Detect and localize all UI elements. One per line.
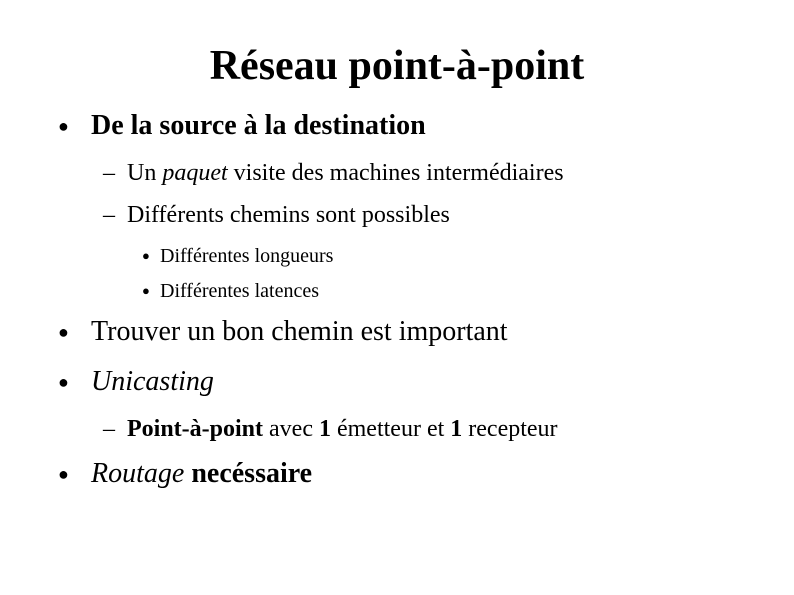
bullet-dot-icon: ● bbox=[142, 248, 150, 263]
sub-item-point-a-point-bold: Point-à-point bbox=[127, 416, 264, 442]
sub-item-paquet bbox=[127, 158, 564, 188]
sub-item-point-a-point-mid1: avec bbox=[263, 416, 319, 442]
bullet-item-routage-rest: necéssaire bbox=[184, 458, 313, 489]
sub-item-emitter-count: 1 bbox=[318, 416, 331, 442]
bullet-dash-icon: – bbox=[103, 160, 115, 186]
bullet-dot-icon: ● bbox=[58, 372, 69, 392]
bullet-item-unicasting: Unicasting bbox=[91, 366, 214, 397]
bullet-item-bon-chemin: Trouver un bon chemin est important bbox=[91, 316, 508, 347]
bullet-dash-icon: – bbox=[103, 202, 115, 228]
bullet-item-routage-emphasis: Routage bbox=[91, 458, 185, 489]
sub-item-receiver-count: 1 bbox=[450, 416, 463, 442]
slide-title: Réseau point-à-point bbox=[209, 43, 585, 89]
sub-item-paquet-post: visite des machines intermédiaires bbox=[227, 160, 564, 186]
sub-item-paquet-emphasis: paquet bbox=[162, 160, 228, 186]
bullet-dot-icon: ● bbox=[58, 464, 69, 484]
sub-item-point-a-point bbox=[127, 414, 558, 444]
bullet-item-routage bbox=[91, 457, 312, 491]
bullet-dot-icon: ● bbox=[142, 283, 150, 298]
sub-sub-item-longueurs: Différentes longueurs bbox=[160, 245, 334, 267]
bullet-dot-icon: ● bbox=[58, 116, 69, 136]
bullet-dash-icon: – bbox=[103, 416, 115, 442]
sub-sub-item-latences: Différentes latences bbox=[160, 280, 319, 302]
bullet-dot-icon: ● bbox=[58, 322, 69, 342]
sub-item-point-a-point-mid2: émetteur et bbox=[330, 416, 451, 442]
sub-item-paquet-pre: Un bbox=[127, 160, 163, 186]
bullet-item-source-destination: De la source à la destination bbox=[91, 110, 426, 141]
sub-item-point-a-point-end: recepteur bbox=[462, 416, 558, 442]
sub-item-chemins: Différents chemins sont possibles bbox=[127, 202, 450, 228]
